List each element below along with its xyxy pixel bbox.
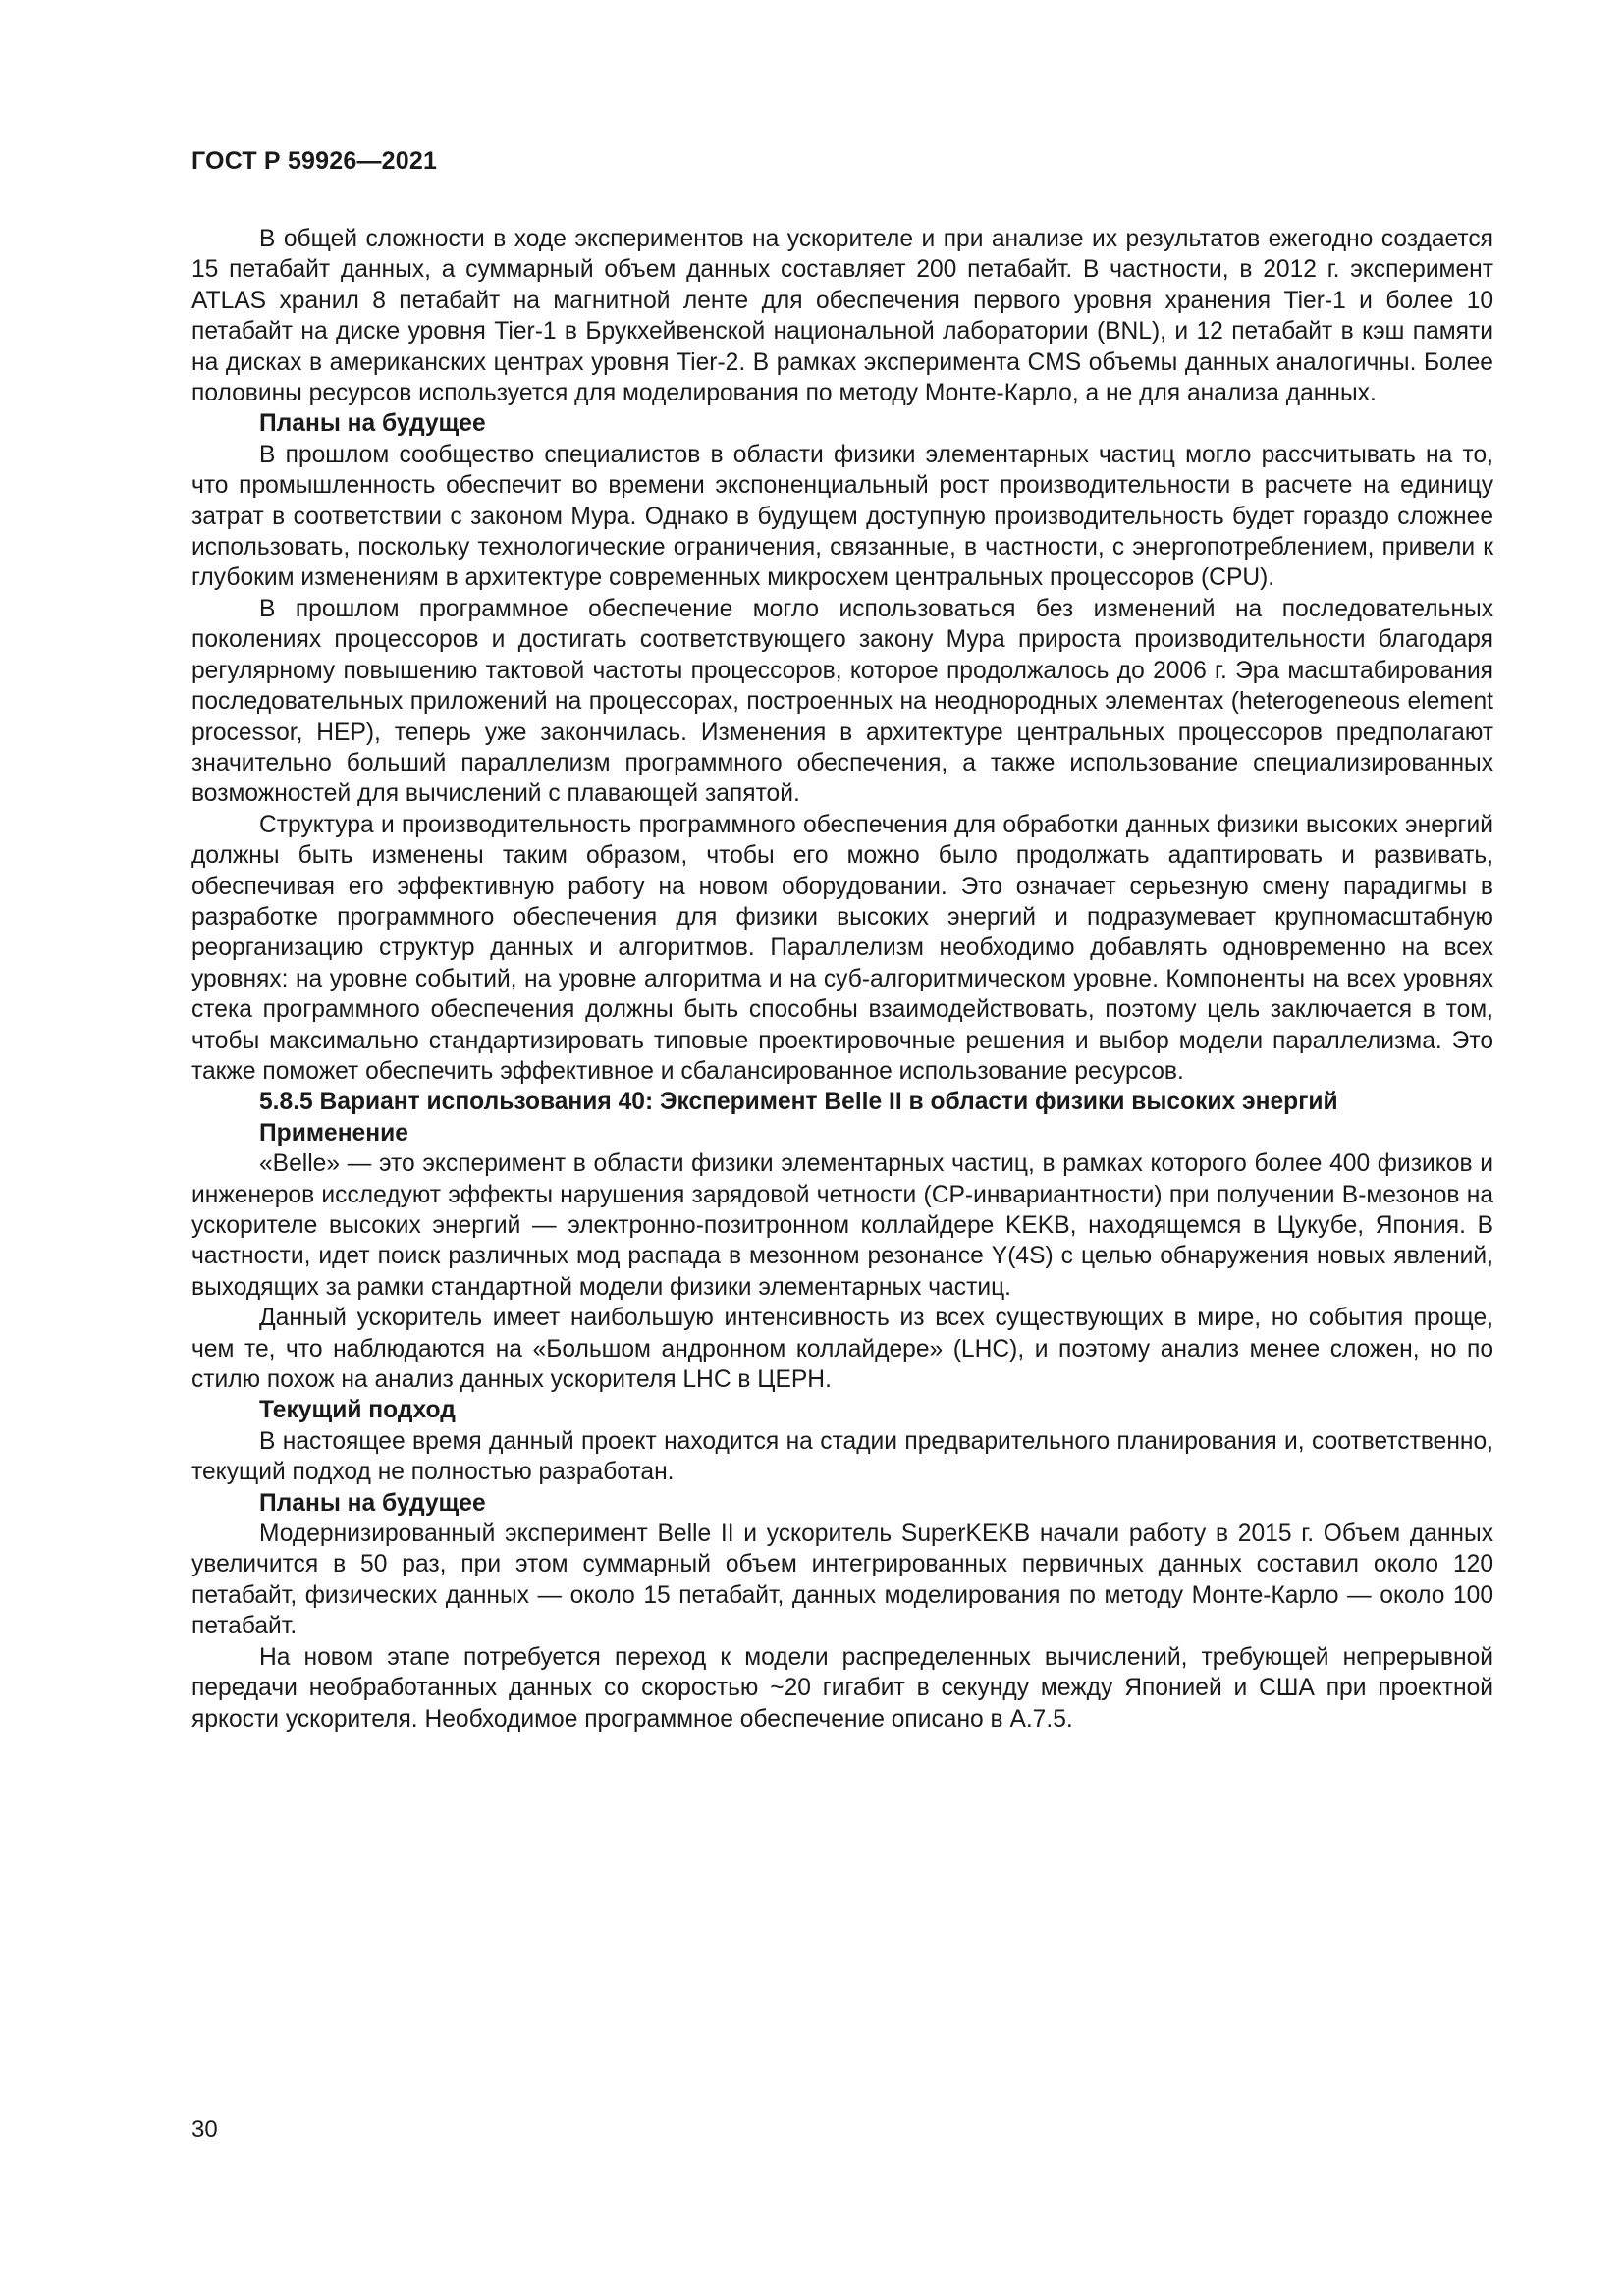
paragraph: На новом этапе потребуется переход к модели распределенных вычислений, требующей непрерывной передачи необработанных данных со скоростью ~20 гигабит в секунду между Японией и США при проектной яркости ускорителя. Необходимое программное обеспечение описано в A.7.5. xyxy=(191,1643,1493,1733)
paragraph: «Belle» — это эксперимент в области физики элементарных частиц, в рамках которого более 400 физиков и инженеров исследуют эффекты нарушения зарядовой четности (CP-инвариантности) при получении B-мезонов на ускорителе высоких энергий — электронно-позитронном коллайдере KEKB, находящемся в Цукубе, Япония. В частности, идет поиск различных мод распада в мезонном резонансе Y(4S) с целью обнаружения новых явлений, выходящих за рамки стандартной модели физики элементарных частиц. xyxy=(191,1150,1493,1301)
subsection-heading: 5.8.5 Вариант использования 40: Эксперимент Belle II в области физики высоких энергий xyxy=(259,1089,1338,1116)
section-heading: Планы на будущее xyxy=(259,1489,486,1517)
page-content xyxy=(191,224,1493,1735)
section-heading: Планы на будущее xyxy=(259,410,486,438)
paragraph: Модернизированный эксперимент Belle II и ускоритель SuperKEKB начали работу в 2015 г. Объем данных увеличится в 50 раз, при этом суммарный объем интегрированных первичных данных составил около 120 петабайт, физических данных — около 15 петабайт, данных моделирования по методу Монте-Карло — около 100 петабайт. xyxy=(191,1521,1493,1640)
page-number: 30 xyxy=(191,2116,218,2143)
paragraph: Данный ускоритель имеет наибольшую интенсивность из всех существующих в мире, но события проще, чем те, что наблюдаются на «Большом андронном коллайдере» (LHC), и поэтому анализ менее сложен, но по стилю похож на анализ данных ускорителя LHC в ЦЕРН. xyxy=(191,1305,1493,1394)
paragraph: В прошлом сообщество специалистов в области физики элементарных частиц могло рассчитывать на то, что промышленность обеспечит во времени экспоненциальный рост производительности в расчете на единицу затрат в соответствии с законом Мура. Однако в будущем доступную производительность будет гораздо сложнее использовать, поскольку технологические ограничения, связанные, в частности, с энергопотреблением, привели к глубоким изменениям в архитектуре современных микросхем центральных процессоров (CPU). xyxy=(191,441,1493,592)
section-heading: Текущий подход xyxy=(259,1397,456,1424)
section-heading: Применение xyxy=(259,1119,408,1147)
document-header: ГОСТ Р 59926—2021 xyxy=(191,147,438,175)
paragraph: В настоящее время данный проект находится на стадии предварительного планирования и, соответственно, текущий подход не полностью разработан. xyxy=(191,1427,1493,1486)
paragraph: В прошлом программное обеспечение могло использоваться без изменений на последовательных поколениях процессоров и достигать соответствующего закону Мура прироста производительности благодаря регулярному повышению тактовой частоты процессоров, которое продолжалось до 2006 г. Эра масштабирования последовательных приложений на процессорах, построенных на неоднородных элементах (heterogeneous element processor, HEP), теперь уже закончилась. Изменения в архитектуре центральных процессоров предполагают значительно больший параллелизм программного обеспечения, а также использование специализированных возможностей для вычислений с плавающей запятой. xyxy=(191,595,1493,808)
paragraph: Структура и производительность программного обеспечения для обработки данных физики высоких энергий должны быть изменены таким образом, чтобы его можно было продолжать адаптировать и развивать, обеспечивая его эффективную работу на новом оборудовании. Это означает серьезную смену парадигмы в разработке программного обеспечения для физики высоких энергий и подразумевает крупномасштабную реорганизацию структур данных и алгоритмов. Параллелизм необходимо добавлять одновременно на всех уровнях: на уровне событий, на уровне алгоритма и на суб-алгоритмическом уровне. Компоненты на всех уровнях стека программного обеспечения должны быть способны взаимодействовать, поэтому цель заключается в том, чтобы максимально стандартизировать типовые проектировочные решения и выбор модели параллелизма. Это также поможет обеспечить эффективное и сбалансированное использование ресурсов. xyxy=(191,811,1493,1085)
paragraph: В общей сложности в ходе экспериментов на ускорителе и при анализе их результатов ежегодно создается 15 петабайт данных, а суммарный объем данных составляет 200 петабайт. В частности, в 2012 г. эксперимент ATLAS хранил 8 петабайт на магнитной ленте для обеспечения первого уровня хранения Tier-1 и более 10 петабайт на диске уровня Tier-1 в Брукхейвенской национальной лаборатории (BNL), и 12 петабайт в кэш памяти на дисках в американских центрах уровня Tier-2. В рамках эксперимента CMS объемы данных аналогичны. Более половины ресурсов используется для моделирования по методу Монте-Карло, а не для анализа данных. xyxy=(191,226,1493,407)
